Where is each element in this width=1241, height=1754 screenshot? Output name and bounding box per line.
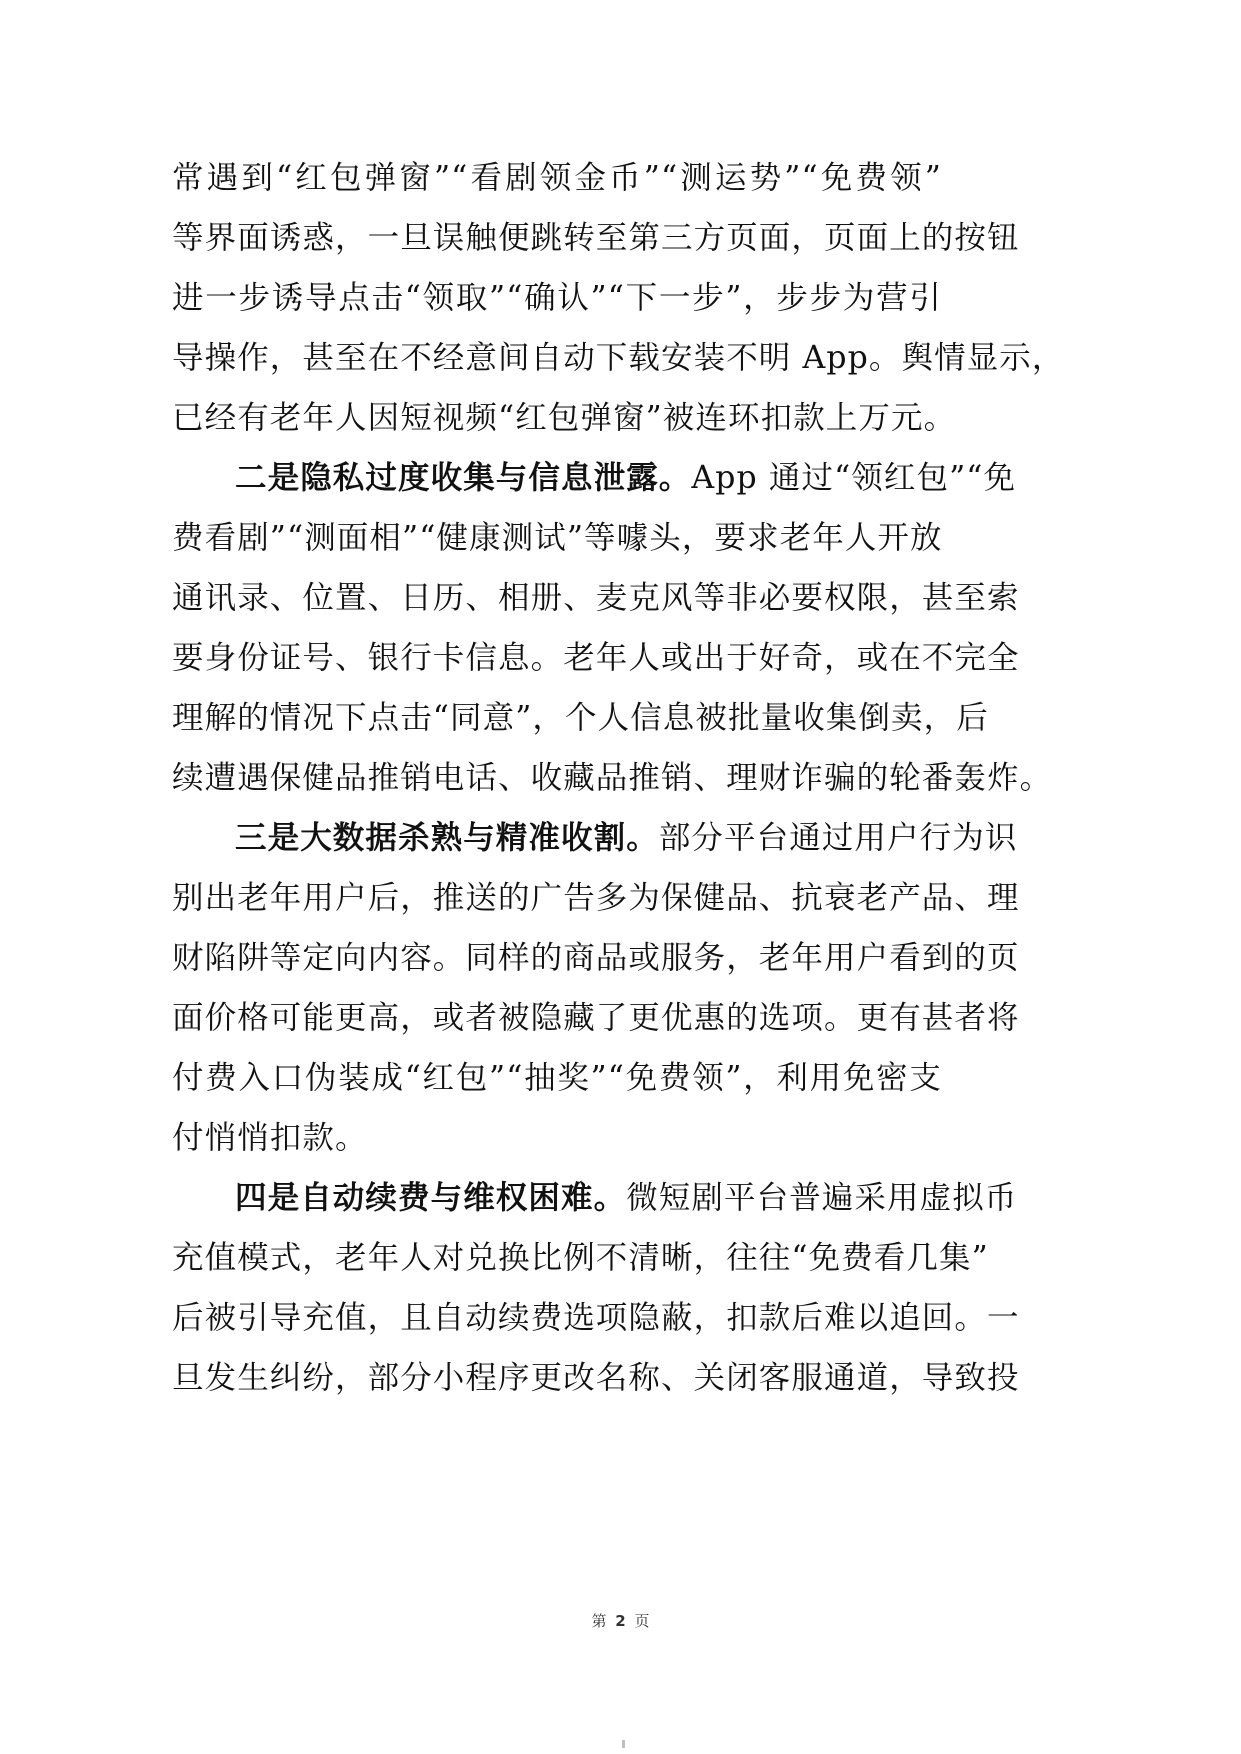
paragraph-first-line [172, 448, 1017, 508]
document-body [172, 148, 1065, 1408]
page-footer [0, 1610, 1241, 1631]
text-line: 已经有老年人因短视频“红包弹窗”被连环扣款上万元。 [172, 400, 957, 436]
text-line: 费看剧”“测面相”“健康测试”等噱头，要求老年人开放 [172, 520, 943, 556]
text-line: 付悄悄扣款。 [172, 1120, 368, 1156]
paragraph-4 [172, 1168, 1020, 1408]
text-line: 充值模式，老年人对兑换比例不清晰，往往“免费看几集” [172, 1240, 989, 1276]
text-line: 财陷阱等定向内容。同样的商品或服务，老年用户看到的页 [172, 940, 1020, 976]
text-line: 常遇到“红包弹窗”“看剧领金币”“测运势”“免费领” [172, 160, 942, 196]
text-span: App 通过“领红包”“免 [691, 460, 1017, 496]
paragraph-3 [172, 808, 1020, 1168]
text-line: 别出老年用户后，推送的广告多为保健品、抗衰老产品、理 [172, 880, 1020, 916]
paragraph-heading: 三是大数据杀熟与精准收割。 [235, 819, 659, 856]
page-number-prefix: 第 [591, 1612, 607, 1630]
text-span: 部分平台通过用户行为识 [658, 820, 1018, 856]
text-line: 付费入口伪装成“红包”“抽奖”“免费领”，利用免密支 [172, 1060, 942, 1096]
paragraph-2 [172, 448, 1053, 808]
text-line: 进一步诱导点击“领取”“确认”“下一步”，步步为营引 [172, 280, 942, 316]
page-number: 2 [615, 1612, 626, 1630]
paragraph-first-line [172, 1168, 1018, 1228]
text-line: 通讯录、位置、日历、相册、麦克风等非必要权限，甚至索 [172, 580, 1020, 616]
text-span: 微短剧平台普遍采用虚拟币 [626, 1180, 1018, 1216]
paragraph-heading: 四是自动续费与维权困难。 [235, 1179, 627, 1216]
paragraph-heading: 二是隐私过度收集与信息泄露。 [235, 459, 692, 496]
page-number-suffix: 页 [634, 1612, 650, 1630]
text-line: 要身份证号、银行卡信息。老年人或出于好奇，或在不完全 [172, 640, 1020, 676]
text-line: 等界面诱惑，一旦误触便跳转至第三方页面，页面上的按钮 [172, 220, 1020, 256]
paragraph-1 [172, 148, 1065, 448]
text-line: 导操作，甚至在不经意间自动下载安装不明 App。舆情显示， [172, 340, 1065, 376]
paragraph-first-line [172, 808, 1018, 868]
text-line: 旦发生纠纷，部分小程序更改名称、关闭客服通道，导致投 [172, 1360, 1020, 1396]
text-line: 理解的情况下点击“同意”，个人信息被批量收集倒卖，后 [172, 700, 989, 736]
text-line: 续遭遇保健品推销电话、收藏品推销、理财诈骗的轮番轰炸。 [172, 760, 1053, 796]
text-line: 后被引导充值，且自动续费选项隐蔽，扣款后难以追回。一 [172, 1300, 1020, 1336]
page-break-marker [622, 1740, 625, 1748]
text-line: 面价格可能更高，或者被隐藏了更优惠的选项。更有甚者将 [172, 1000, 1020, 1036]
